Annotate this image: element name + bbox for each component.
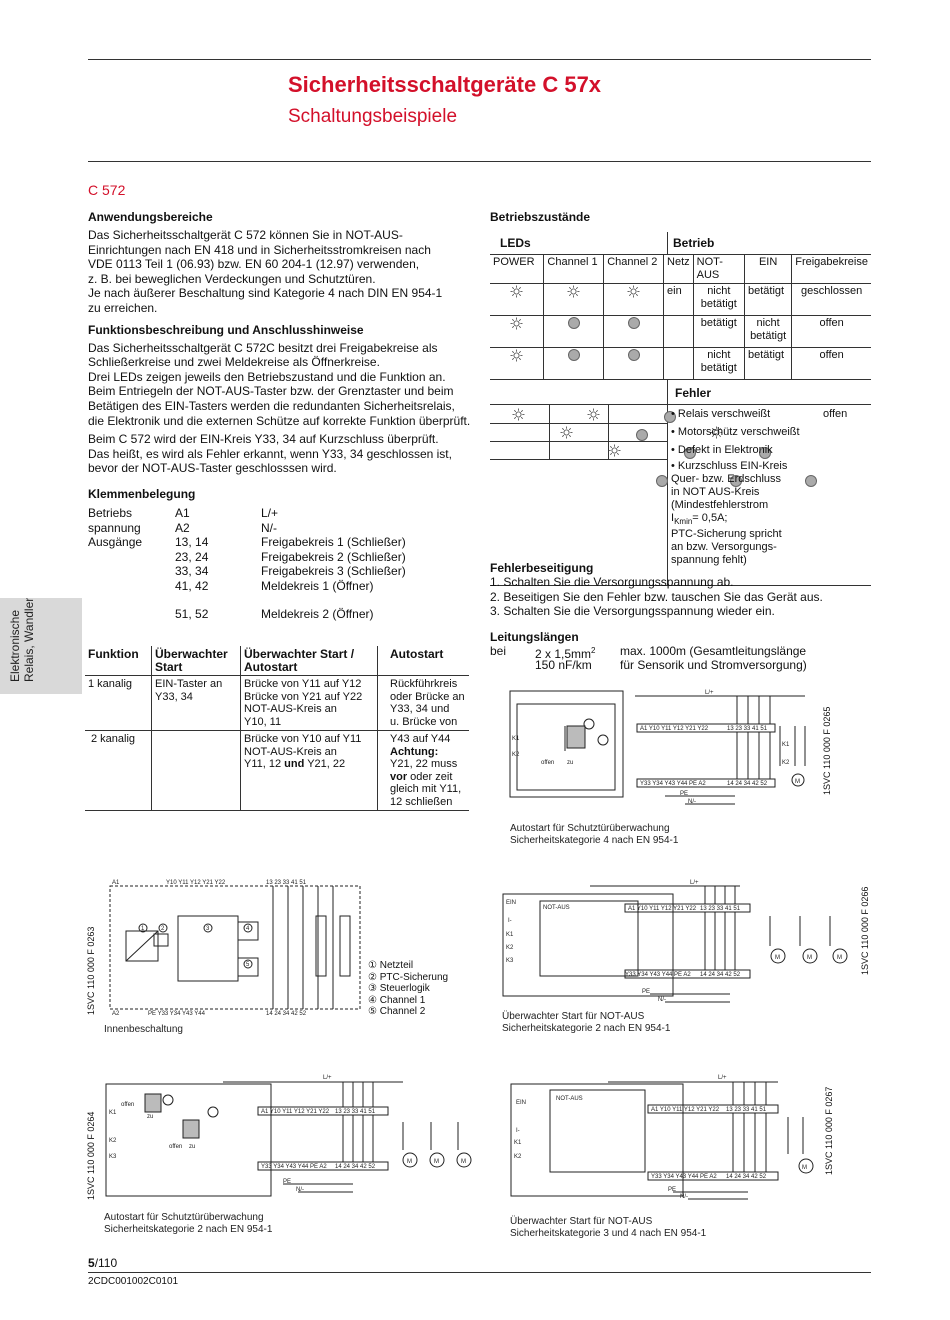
fb-line: 2. Beseitigen Sie den Fehler bzw. tauschen Sie das Gerät aus. [490,589,823,604]
anwendung-line: Das Sicherheitsschaltgerät C 572 können Sie in NOT-AUS- [88,228,403,242]
kl-cell: Meldekreis 1 (Öffner) [261,578,374,593]
svg-text:K2: K2 [512,752,520,758]
svg-text:M: M [775,955,780,961]
kl-cell: Meldekreis 2 (Öffner) [261,607,374,622]
st-netz: ein [664,284,694,316]
ft-cell: Y21, 22 [304,758,346,770]
svg-text:L/+: L/+ [705,690,714,696]
led-on-icon [608,444,621,457]
svg-text:L/+: L/+ [690,880,699,886]
svg-text:13 23 33 41 51: 13 23 33 41 51 [726,1107,767,1113]
kl-cell: Freigabekreis 1 (Schließer) [261,535,406,550]
anwendung-line: z. B. bei beweglichen Verdeckungen und Schutztüren. [88,271,376,286]
ft-cell: 1 kanalig [88,678,133,690]
col-ch1: Channel 1 [544,255,604,284]
sidebar-line2: Relais, Wandler [22,597,36,682]
kl-cell: 23, 24 [175,549,209,564]
ft-cell: oder zeit [407,770,453,783]
funktion-line2: Das heißt, es wird als Fehler erkannt, wenn Y33, 34 geschlossen ist, [88,446,452,461]
ft-cell: Y10, 11 [244,715,282,728]
svg-text:Y10 Y11 Y12 Y21 Y22: Y10 Y11 Y12 Y21 Y22 [166,880,226,886]
col-notaus: NOT-AUS [693,255,744,284]
funktion-line2: Beim C 572 wird der EIN-Kreis Y33, 34 auf Kurzschluss überprüft. [88,432,439,447]
svg-text:M: M [837,955,842,961]
svg-text:Y33 Y34 Y43 Y44 PE A2: Y33 Y34 Y43 Y44 PE A2 [261,1164,327,1170]
ft-cell: NOT-AUS-Kreis an [244,745,337,758]
funktion-line: Beim Entriegeln der NOT-AUS-Taster bzw. der Grenztaster und beim [88,384,454,399]
kl-cell: Betriebs [88,505,133,520]
svg-text:zu: zu [189,1144,196,1150]
status-table [490,232,871,586]
col-netz: Netz [664,255,694,284]
st-frei: offen [792,316,871,348]
ft-h3b: Autostart [244,659,298,674]
col-ch2: Channel 2 [604,255,664,284]
svg-text:PE: PE [642,989,651,995]
legend-item: ① Netzteil [368,960,414,971]
svg-text:PE: PE [680,791,689,797]
caption-d5b: Sicherheitskategorie 3 und 4 nach EN 954-1 [510,1228,707,1239]
col-ein: EIN [745,255,792,284]
fb-line: 1. Schalten Sie die Versorgungsspannung ab. [490,575,734,589]
page-total: /110 [94,1256,118,1270]
led-off-icon [568,349,580,361]
legend-item: ⑤ Channel 2 [368,1006,426,1017]
svg-text:offen: offen [541,760,555,766]
st-netz [664,316,694,348]
st-notaus: nicht [707,285,731,297]
svg-text:14 24 34 42 52: 14 24 34 42 52 [335,1164,376,1170]
st-notaus: betätigt [700,298,737,310]
st-ein: nicht [756,317,780,329]
svg-text:K2: K2 [782,760,790,766]
legend-item: ③ Steuerlogik [368,983,430,994]
col-power: POWER [493,256,535,268]
ft-cell: gleich mit Y11, [390,783,462,795]
klemmen-table [88,506,406,622]
svg-text:M: M [795,779,800,785]
kurz-line: in NOT AUS-Kreis [671,486,760,498]
caption-d4: Autostart für Schutztürüberwachung [104,1212,264,1223]
circuit-diagram-2 [98,876,368,1016]
page-title: Sicherheitsschaltgeräte C 57x [288,72,602,97]
ft-cell: Rückführkreis [390,678,458,690]
svg-text:zu: zu [567,760,574,766]
svg-text:A1 Y10 Y11 Y12 Y21 Y22: A1 Y10 Y11 Y12 Y21 Y22 [628,906,697,912]
fehler-frei: offen [823,408,848,420]
anwendung-line: zu erreichen. [88,300,158,315]
function-table [85,646,469,811]
svg-text:N/-: N/- [680,1194,688,1200]
led-on-icon [512,408,525,421]
led-off-icon [805,475,817,487]
svg-text:M: M [434,1159,439,1165]
svg-text:N/-: N/- [296,1187,304,1193]
ft-cell: Y11, 12 [244,758,285,770]
page-subtitle: Schaltungsbeispiele [288,106,458,127]
svg-text:A1 Y10 Y11 Y12 Y21 Y22: A1 Y10 Y11 Y12 Y21 Y22 [651,1107,720,1113]
ft-h2b: Start [155,659,183,674]
fehler-label: Fehler [675,386,712,400]
svg-text:K1: K1 [782,742,790,748]
st-notaus: nicht [707,349,731,361]
svg-text:A2: A2 [112,1011,120,1016]
st-frei: geschlossen [792,284,871,316]
svg-text:EIN: EIN [506,900,517,906]
svg-text:N/-: N/- [688,799,696,805]
kl-cell: 33, 34 [175,564,209,579]
caption-d4b: Sicherheitskategorie 2 nach EN 954-1 [104,1224,273,1235]
kl-cell [88,593,175,622]
ft-h4: Autostart [390,647,444,661]
footer-rule [88,1272,871,1273]
st-ein: betätigt [745,348,792,380]
ft-cell: 12 schließen [390,795,453,808]
svg-text:14 24 34 42 52: 14 24 34 42 52 [266,1011,307,1016]
funktion-line: Das Sicherheitsschaltgerät C 572C besitzt drei Freigabekreise als [88,340,438,355]
svg-text:N/-: N/- [658,997,666,1003]
svg-text:M: M [807,955,812,961]
code-d2: 1SVC 110 000 F 0263 [86,926,96,1015]
led-on-icon [627,285,640,298]
svg-text:NOT-AUS: NOT-AUS [543,905,570,911]
svg-text:13 23 33 41 51: 13 23 33 41 51 [335,1109,376,1115]
caption-d3: Überwachter Start für NOT-AUS [502,1011,645,1022]
kurz-line: PTC-Sicherung spricht [671,528,782,541]
svg-text:L/+: L/+ [718,1075,727,1081]
caption-d1b: Sicherheitskategorie 4 nach EN 954-1 [510,835,679,846]
svg-text:1: 1 [141,926,145,932]
anwendung-heading: Anwendungsbereiche [88,210,213,224]
svg-text:offen: offen [169,1144,183,1150]
caption-d3b: Sicherheitskategorie 2 nach EN 954-1 [502,1023,671,1034]
ft-cell: und [284,758,305,770]
svg-text:3: 3 [206,926,210,932]
svg-text:K1: K1 [506,932,514,938]
sidebar-line1: Elektronische [8,609,22,682]
code-d5: 1SVC 110 000 F 0267 [824,1086,834,1175]
kurz-line: Quer- bzw. Erdschluss [671,473,782,485]
kurz-i: I [671,512,675,524]
funktion-line2: bevor der NOT-AUS-Taster geschlosssen wird. [88,461,337,476]
svg-text:13 23 33 41 51: 13 23 33 41 51 [266,880,307,886]
ft-cell: Y43 auf Y44 [390,733,451,745]
svg-text:M: M [802,1165,807,1171]
st-frei: offen [792,348,871,380]
svg-text:13 23 33 41 51: 13 23 33 41 51 [727,726,768,732]
led-on-icon [560,426,573,439]
svg-text:Y33 Y34 Y43 Y44 PE A2: Y33 Y34 Y43 Y44 PE A2 [651,1174,717,1180]
anwendung-line: Einrichtungen nach EN 418 und in Sicherheitsstromkreisen nach [88,242,431,257]
section-title: C 572 [88,182,126,198]
led-on-icon [510,285,523,298]
klemmen-heading: Klemmenbelegung [88,486,196,501]
anwendung-line: VDE 0113 Teil 1 (06.93) bzw. EN 60 204-1 (12.97) verwenden, [88,257,420,272]
svg-text:14 24 34 42 52: 14 24 34 42 52 [727,781,768,787]
ft-cell: Y21, 22 muss [390,758,458,770]
fehler-text: • Motorschütz verschweißt [671,426,800,438]
svg-text:I-: I- [516,1128,520,1134]
ft-cell: EIN-Taster an [155,678,223,690]
svg-text:K1: K1 [514,1140,522,1146]
circuit-diagram-1 [505,686,825,816]
fehler-text: • Defekt in Elektronik [671,444,773,456]
svg-text:K1: K1 [109,1110,117,1116]
caption-d5: Überwachter Start für NOT-AUS [510,1216,653,1227]
kl-cell: Freigabekreis 3 (Schließer) [261,564,406,579]
ft-h3a: Überwachter Start / [244,647,355,661]
ft-h1: Funktion [88,647,139,661]
kurz-line: (Mindestfehlerstrom [671,499,769,511]
svg-text:K2: K2 [109,1138,117,1144]
kl-cell: 51, 52 [175,607,209,622]
ft-cell: vor [390,770,408,783]
svg-text:5: 5 [246,962,250,968]
ft-cell: Achtung: [390,745,439,758]
kl-cell [88,564,175,579]
circuit-diagram-5 [508,1072,818,1202]
svg-text:K3: K3 [506,958,514,964]
svg-text:A1 Y10 Y11 Y12 Y21 Y22: A1 Y10 Y11 Y12 Y21 Y22 [261,1109,330,1115]
led-on-icon [587,408,600,421]
circuit-diagram-4 [103,1072,483,1202]
doc-number: 2CDC001002C0101 [88,1276,179,1287]
svg-text:zu: zu [147,1114,154,1120]
kl-cell: N/- [261,520,277,535]
svg-text:14 24 34 42 52: 14 24 34 42 52 [700,972,741,978]
funktion-line: Betätigen des EIN-Tasters werden die redundanten Sicherheitsrelais, [88,398,455,413]
ft-cell: 2 kanalig [91,733,136,745]
kl-cell: A2 [175,520,190,535]
kurz-val: = 0,5A; [692,512,728,524]
ft-cell: oder Brücke an [390,690,465,703]
leitung-t1: max. 1000m (Gesamtleitungslänge [620,643,807,658]
svg-text:M: M [407,1159,412,1165]
top-rule [88,59,871,60]
kurz-line: an bzw. Versorgungs- [671,541,777,554]
ft-cell: u. Brücke von [390,715,458,728]
leitung-v2: 150 nF/km [535,657,592,672]
leitung-bei: bei [490,643,507,658]
led-off-icon [656,475,668,487]
kl-cell: L/+ [261,505,279,520]
svg-text:K3: K3 [109,1154,117,1160]
code-d1: 1SVC 110 000 F 0265 [822,706,832,795]
svg-text:NOT-AUS: NOT-AUS [556,1096,583,1102]
ft-cell: Brücke von Y11 auf Y12 [244,678,362,690]
st-notaus: betätigt [693,316,744,348]
svg-text:14 24 34 42 52: 14 24 34 42 52 [726,1174,767,1180]
funktion-line: Schließerkreise und zwei Meldekreise als Öffnerkreise. [88,355,380,370]
led-on-icon [510,349,523,362]
kl-cell [88,579,175,594]
st-netz [664,348,694,380]
svg-text:2: 2 [161,926,165,932]
st-ein: betätigt [750,330,787,342]
svg-text:Y33 Y34 Y43 Y44 PE A2: Y33 Y34 Y43 Y44 PE A2 [640,781,706,787]
led-off-icon [628,349,640,361]
code-d3: 1SVC 110 000 F 0266 [860,886,870,975]
ft-cell: Y33, 34 und [390,703,450,715]
funktion-line: Drei LEDs zeigen jeweils den Betriebszustand und die Funktion an. [88,369,446,384]
ft-cell: Y33, 34 [155,690,193,703]
svg-text:4: 4 [246,926,250,932]
fb-line: 3. Schalten Sie die Versorgungsspannung wieder ein. [490,604,775,619]
kl-cell: Freigabekreis 2 (Schließer) [261,549,406,564]
leds-label: LEDs [500,236,531,250]
kl-cell: spannung [88,520,141,535]
leitung-sup: 2 [591,645,596,655]
kurz-sub: Kmin [674,517,693,527]
code-d4: 1SVC 110 000 F 0264 [86,1111,96,1200]
legend-item: ② PTC-Sicherung [368,971,449,983]
kurz-line: • Kurzschluss EIN-Kreis [671,460,788,472]
svg-text:L/+: L/+ [323,1075,332,1081]
kl-cell: 41, 42 [175,578,209,593]
caption-d2: Innenbeschaltung [104,1024,183,1035]
kl-cell: A1 [175,505,190,520]
ft-cell: Brücke von Y10 auf Y11 [244,733,362,745]
svg-text:EIN: EIN [516,1100,527,1106]
led-off-icon [568,317,580,329]
leitung-t2: für Sensorik und Stromversorgung) [620,657,807,672]
leitung-heading: Leitungslängen [490,629,579,644]
kl-cell [88,550,175,565]
ft-cell: NOT-AUS-Kreis an [244,703,337,715]
led-off-icon [628,317,640,329]
betrieb-label: Betrieb [673,236,715,250]
svg-text:offen: offen [121,1102,135,1108]
svg-text:PE Y33 Y34 Y43 Y44: PE Y33 Y34 Y43 Y44 [148,1011,205,1016]
svg-text:A1 Y10 Y11 Y12 Y21 Y22: A1 Y10 Y11 Y12 Y21 Y22 [640,726,709,732]
ft-h2a: Überwachter [155,647,228,661]
led-on-icon [567,285,580,298]
anwendung-line: Je nach äußerer Beschaltung sind Kategorie 4 nach DIN EN 954-1 [88,286,443,301]
fb-heading: Fehlerbeseitigung [490,561,594,575]
kl-cell: Ausgänge [88,535,143,550]
leitung-v1: 2 x 1,5mm [535,646,592,661]
led-on-icon [510,317,523,330]
svg-text:Y33 Y34 Y43 Y44 PE A2: Y33 Y34 Y43 Y44 PE A2 [625,972,691,978]
st-notaus: betätigt [700,362,737,374]
kl-cell: 13, 14 [175,535,209,550]
col-frei: Freigabekreise [792,255,871,284]
svg-text:PE: PE [283,1179,292,1185]
svg-text:K2: K2 [514,1154,522,1160]
funktion-heading: Funktionsbeschreibung und Anschlusshinweise [88,322,364,337]
caption-d1: Autostart für Schutztürüberwachung [510,823,670,834]
fehler-text: • Relais verschweißt [671,408,771,420]
funktion-line: die Elektronik und die externen Schütze auf korrekte Funktion überprüft. [88,413,471,428]
ft-cell: Brücke von Y21 auf Y22 [244,690,363,703]
svg-text:PE: PE [668,1187,677,1193]
legend-item: ④ Channel 1 [368,994,426,1006]
sidebar-tab [0,598,82,694]
st-ein: betätigt [745,284,792,316]
svg-text:A1: A1 [112,880,120,886]
svg-text:K2: K2 [506,945,514,951]
circuit-diagram-3 [500,876,850,1006]
kurz-line: spannung fehlt) [671,554,747,567]
page-number: 5 [88,1256,95,1270]
svg-text:I-: I- [508,918,512,924]
svg-text:13 23 33 41 51: 13 23 33 41 51 [700,906,741,912]
svg-text:K1: K1 [512,736,520,742]
svg-text:M: M [461,1159,466,1165]
led-off-icon [636,429,648,441]
betrieb-heading: Betriebszustände [490,210,591,224]
header-rule [88,161,871,162]
